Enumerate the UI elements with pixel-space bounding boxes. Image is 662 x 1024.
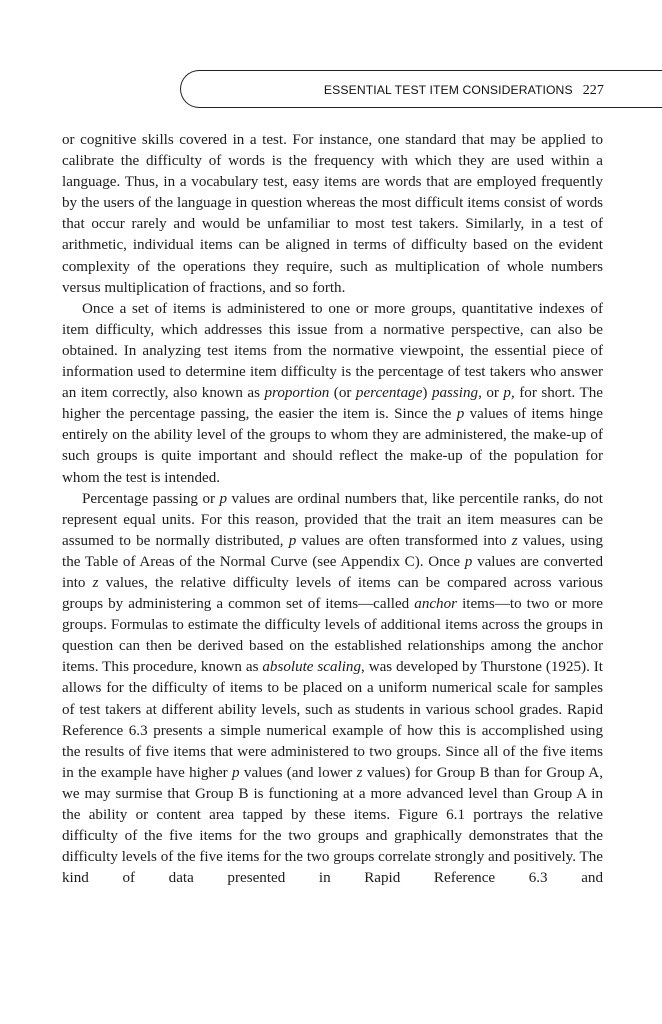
text-run: was developed by Thurstone (1925). It allows for the difficulty of items to be placed on a uniform numerical scale for samples of test takers at different ability levels, such as students in various school grades. Rapid Reference 6.3 presents a simple numerical example of how this is accomplished using the results of five items that were administered to two groups. Since all of the five items in the example have higher [62, 659, 603, 781]
italic-term: z [92, 574, 99, 591]
text-run: for short. The higher the percentage passing, the easier the item is. Since the [62, 385, 603, 423]
text-run: items—to two or more groups. Formulas to estimate the difficulty levels of additional items across the groups in question can then be derived based on the established relationships among the anchor items. This procedure, known as [62, 596, 603, 676]
text-run: values are often transformed into [296, 532, 512, 549]
page-number: 227 [582, 83, 604, 98]
text-run: values, the relative difficulty levels of items can be compared across various groups by administering a common set of items—called [62, 574, 603, 613]
paragraph [62, 130, 603, 299]
running-header [324, 83, 604, 99]
italic-term: passing, [431, 385, 482, 402]
text-run: values are converted into [62, 553, 604, 591]
paragraph [62, 489, 603, 890]
italic-term: p [456, 406, 465, 423]
italic-term: p [232, 764, 240, 781]
running-title: ESSENTIAL TEST ITEM CONSIDERATIONS [323, 83, 573, 97]
italic-term: p [288, 532, 297, 549]
text-run: or [481, 385, 504, 402]
italic-term: p [464, 553, 473, 570]
text-run: or cognitive skills covered in a test. For instance, one standard that may be applied to calibrate the difficulty of words is the frequency with which they are used within a language. Thus, in a vocabulary test, easy items are words that are employed frequently by the users of the language in question whereas the most difficult items consist of words that occur rarely and would be unfamiliar to most test takers. Similarly, in a test of arithmetic, individual items can be aligned in terms of difficulty based on the evident complexity of the operations they require, such as multiplication of whole numbers versus multiplication of fractions, and so forth. [62, 132, 603, 296]
text-run: Once a set of items is administered to one or more groups, quantitative indexes of item difficulty, which addresses this issue from a normative perspective, can also be obtained. In analyzing test items from the normative viewpoint, the essential piece of information used to determine item difficulty is the percentage of test takers who answer an item correctly, also known as [62, 300, 603, 402]
text-run: ) [422, 385, 432, 402]
text-run: values) for Group B than for Group A, we may surmise that Group B is functioning at a more advanced level than Group A in the ability or content area tapped by these items. Figure 6.1 portrays the relative difficulty of the five items for the two groups and graphically demonstrates that the difficulty levels of the five items for the two groups correlate strongly and positively. The kind of data presented in Rapid Reference 6.3 and [62, 764, 603, 887]
text-run: (or [329, 385, 356, 402]
italic-term: anchor [414, 596, 458, 613]
italic-term: percentage [355, 385, 423, 402]
text-run: values (and lower [239, 764, 357, 781]
text-run: values are ordinal numbers that, like percentile ranks, do not represent equal units. For this reason, provided that the trait an item measures can be assumed to be normally distributed, [62, 490, 603, 549]
paragraph [62, 299, 603, 489]
text-run: Percentage passing or [82, 490, 220, 507]
italic-term: z [511, 532, 518, 549]
text-run: values, using the Table of Areas of the Normal Curve (see Appendix C). Once [62, 532, 604, 570]
italic-term: proportion [264, 385, 330, 402]
body-text [62, 130, 603, 889]
text-run: values of items hinge entirely on the ability level of the groups to whom they are administered, the make-up of such groups is quite important and should reflect the make-up of the population for whom the test is intended. [62, 406, 603, 486]
italic-term: p [219, 490, 228, 507]
italic-term: p, [503, 385, 515, 402]
italic-term: absolute scaling, [262, 659, 365, 676]
italic-term: z [356, 764, 363, 781]
